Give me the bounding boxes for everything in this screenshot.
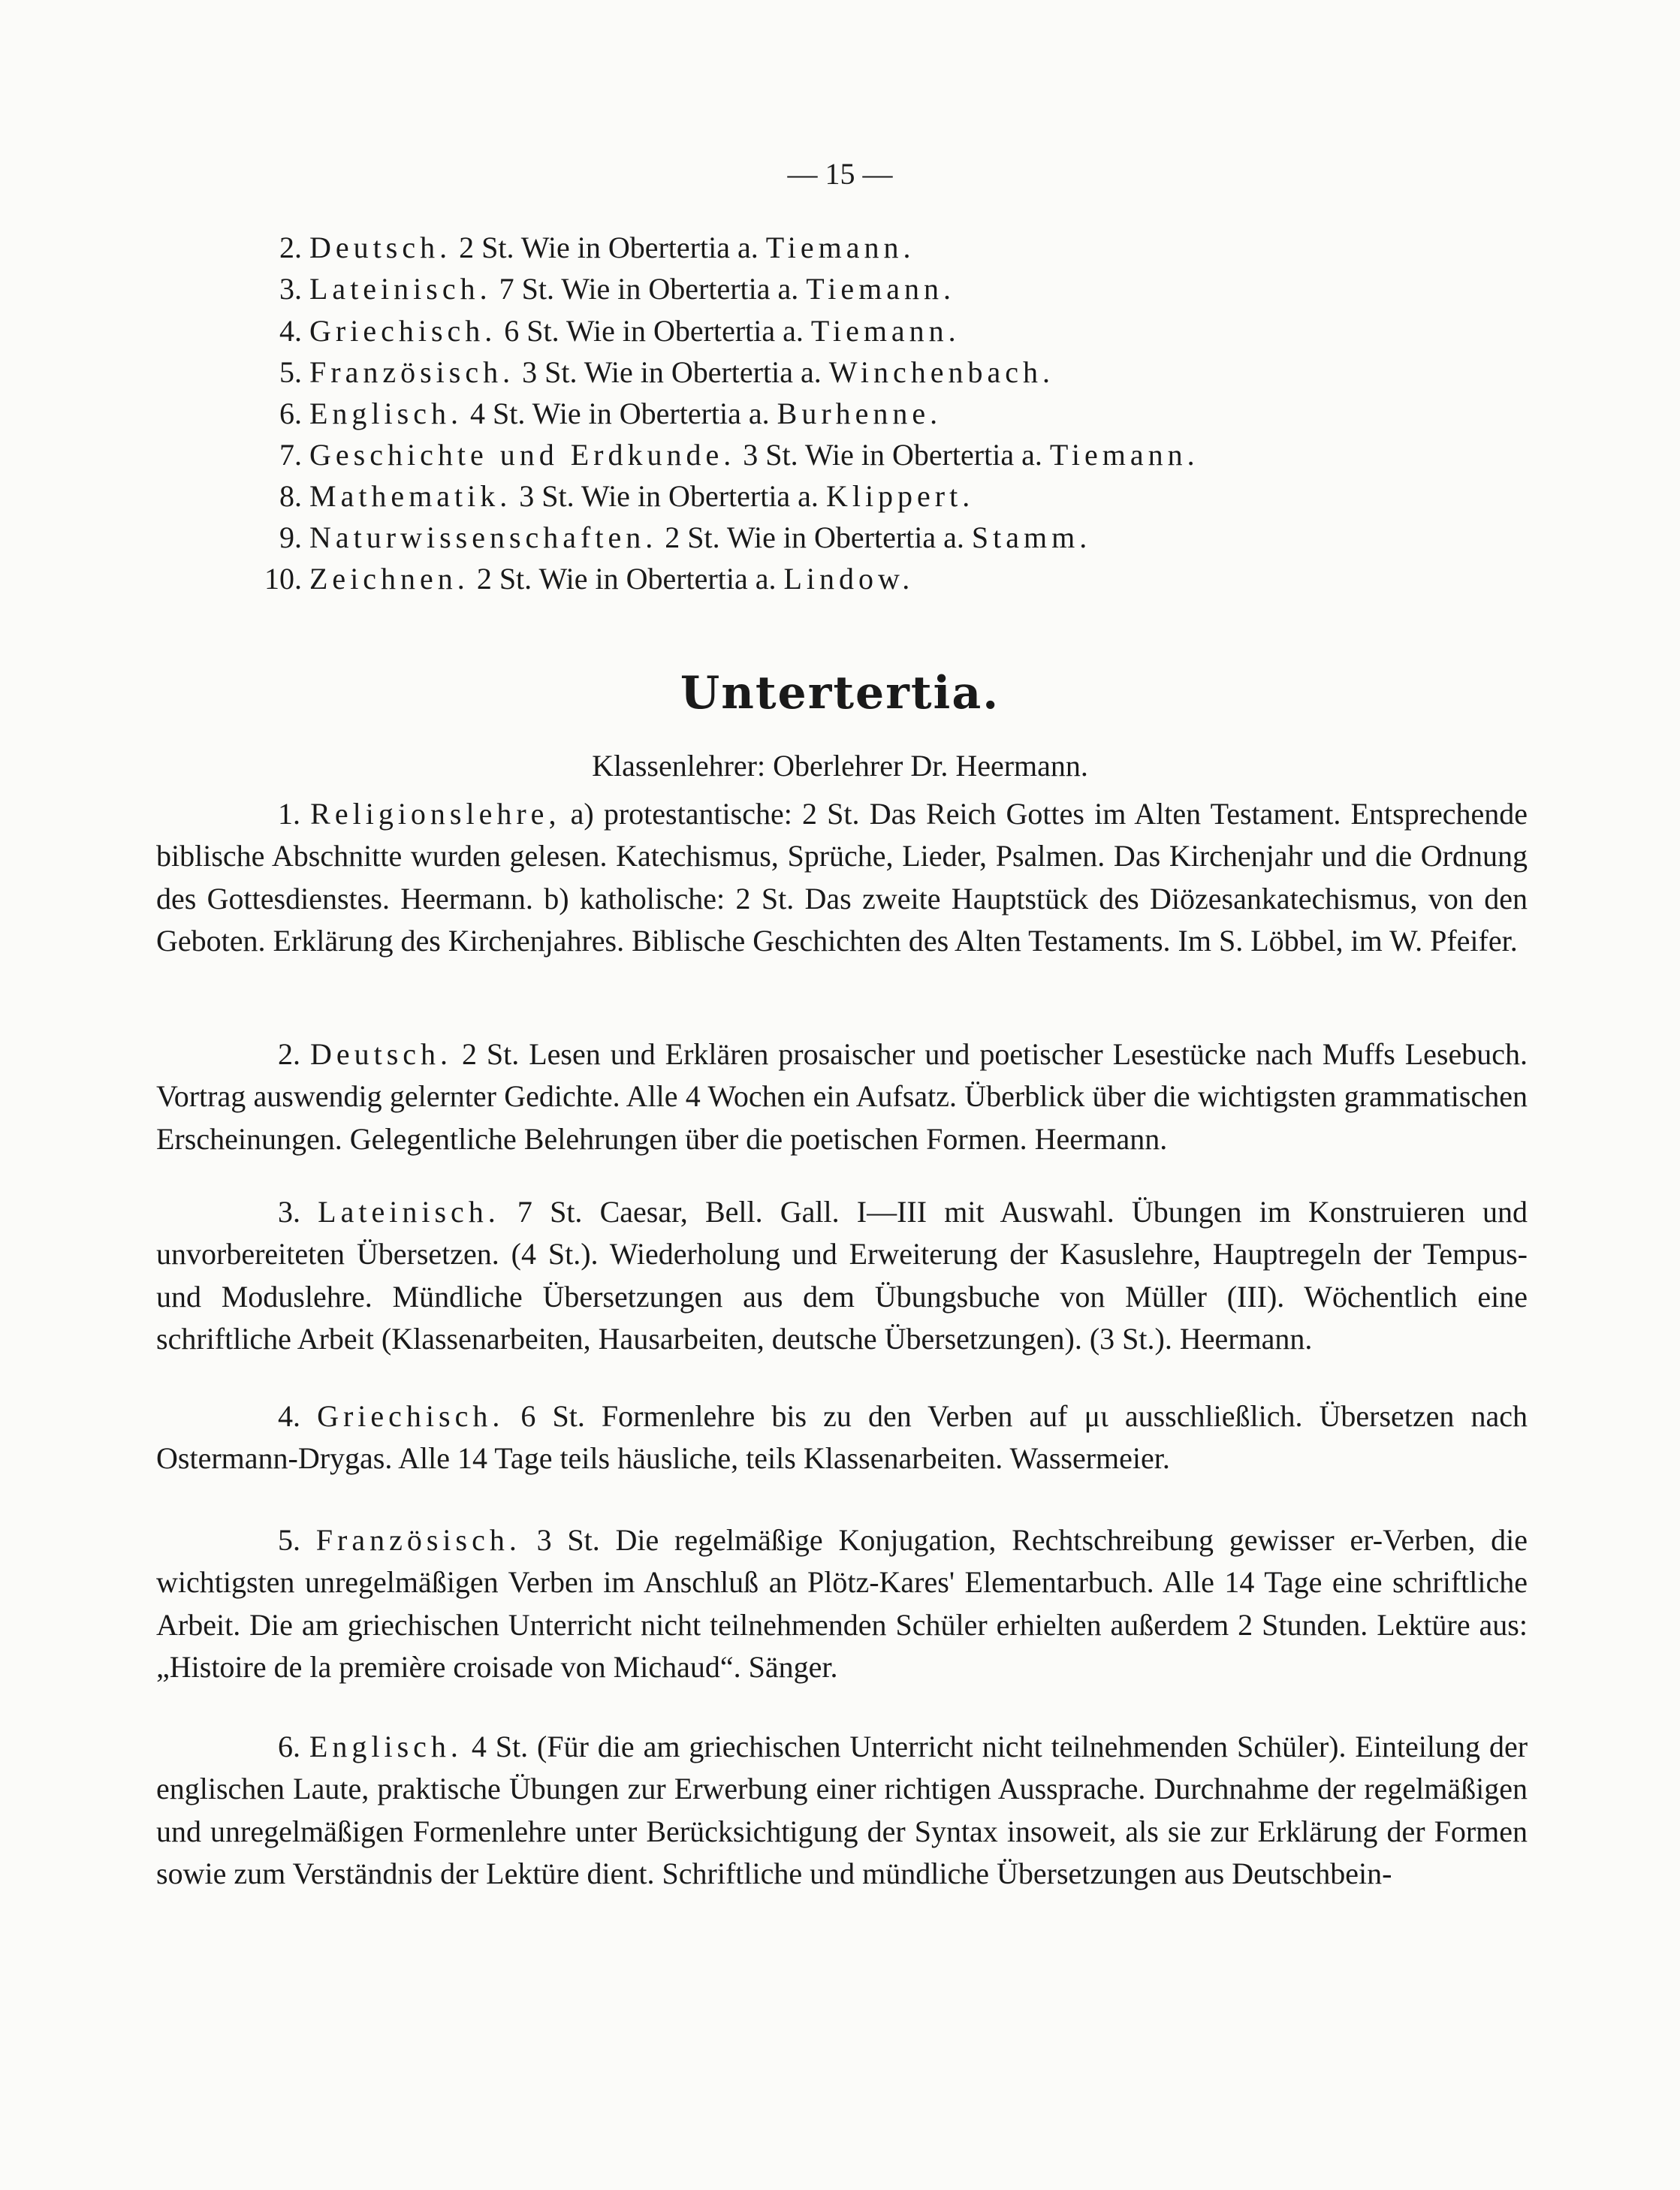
list-item: 9. Naturwissenschaften. 2 St. Wie in Obertertia a. Stamm. bbox=[279, 520, 1092, 554]
list-item: 8. Mathematik. 3 St. Wie in Obertertia a. Klippert. bbox=[279, 479, 975, 513]
list-item: 5. Französisch. 3 St. Wie in Obertertia a. Winchenbach. bbox=[279, 355, 1055, 389]
section-title: Untertertia. bbox=[680, 667, 1000, 719]
paragraph-deutsch: 2. Deutsch. 2 St. Lesen und Erklären prosaischer und poetischer Lesestücke nach Muffs Lesebuch. Vortrag auswendig gelernter Gedichte. Alle 4 Wochen ein Aufsatz. Überblick über die wichtigsten grammatischen Erscheinungen. Gelegentliche Belehrungen über die poetischen Formen. Heermann. bbox=[156, 1037, 1528, 1156]
page-number: — 15 — bbox=[787, 157, 893, 191]
paragraph-franzoesisch: 5. Französisch. 3 St. Die regelmäßige Konjugation, Rechtschreibung gewisser er-Verben, die wichtigsten unregelmäßigen Verben im Anschluß an Plötz-Kares' Elementarbuch. Alle 14 Tage eine schriftliche Arbeit. Die am griechischen Unterricht nicht teilnehmenden Schüler erhielten außerdem 2 Stunden. Lektüre aus: „Histoire de la première croisade von Michaud“. Sänger. bbox=[156, 1523, 1528, 1685]
paragraph-englisch: 6. Englisch. 4 St. (Für die am griechischen Unterricht nicht teilnehmenden Schüler). Einteilung der englischen Laute, praktische Übungen zur Erwerbung einer richtigen Aussprache. Durchnahme der regelmäßigen und unregelmäßigen Formenlehre unter Berücksichtigung der Syntax insoweit, als sie zur Erklärung der Formen sowie zum Verständnis der Lektüre dient. Schriftliche und mündliche Übersetzungen aus Deutschbein- bbox=[156, 1730, 1528, 1891]
paragraph-lateinisch: 3. Lateinisch. 7 St. Caesar, Bell. Gall. I—III mit Auswahl. Übungen im Konstruieren und unvorbereiteten Übersetzen. (4 St.). Wiederholung und Erweiterung der Kasuslehre, Hauptregeln der Tempus- und Moduslehre. Mündliche Übersetzungen aus dem Übungsbuche von Müller (III). Wöchentlich eine schriftliche Arbeit (Klassenarbeiten, Hausarbeiten, deutsche Übersetzungen). (3 St.). Heermann. bbox=[156, 1195, 1528, 1356]
list-item: 4. Griechisch. 6 St. Wie in Obertertia a. Tiemann. bbox=[279, 314, 961, 348]
list-item: 2. Deutsch. 2 St. Wie in Obertertia a. Tiemann. bbox=[279, 231, 915, 264]
list-item: 7. Geschichte und Erdkunde. 3 St. Wie in Obertertia a. Tiemann. bbox=[279, 438, 1199, 472]
class-teacher: Klassenlehrer: Oberlehrer Dr. Heermann. bbox=[592, 749, 1088, 783]
list-item: 3. Lateinisch. 7 St. Wie in Obertertia a. Tiemann. bbox=[279, 272, 956, 306]
list-item: 6. Englisch. 4 St. Wie in Obertertia a. Burhenne. bbox=[279, 397, 943, 430]
list-item: 10. Zeichnen. 2 St. Wie in Obertertia a. Lindow. bbox=[264, 562, 915, 596]
paragraph-griechisch: 4. Griechisch. 6 St. Formenlehre bis zu den Verben auf μι ausschließlich. Übersetzen nach Ostermann-Drygas. Alle 14 Tage teils häusliche, teils Klassenarbeiten. Wassermeier. bbox=[156, 1399, 1528, 1476]
paragraph-religion: 1. Religionslehre, a) protestantische: 2 St. Das Reich Gottes im Alten Testament. Entsprechende biblische Abschnitte wurden gelesen. Katechismus, Sprüche, Lieder, Psalmen. Das Kirchenjahr und die Ordnung des Gottesdienstes. Heermann. b) katholische: 2 St. Das zweite Hauptstück des Diözesankatechismus, von den Geboten. Erklärung des Kirchenjahres. Biblische Geschichten des Alten Testaments. Im S. Löbbel, im W. Pfeifer. bbox=[156, 797, 1528, 958]
